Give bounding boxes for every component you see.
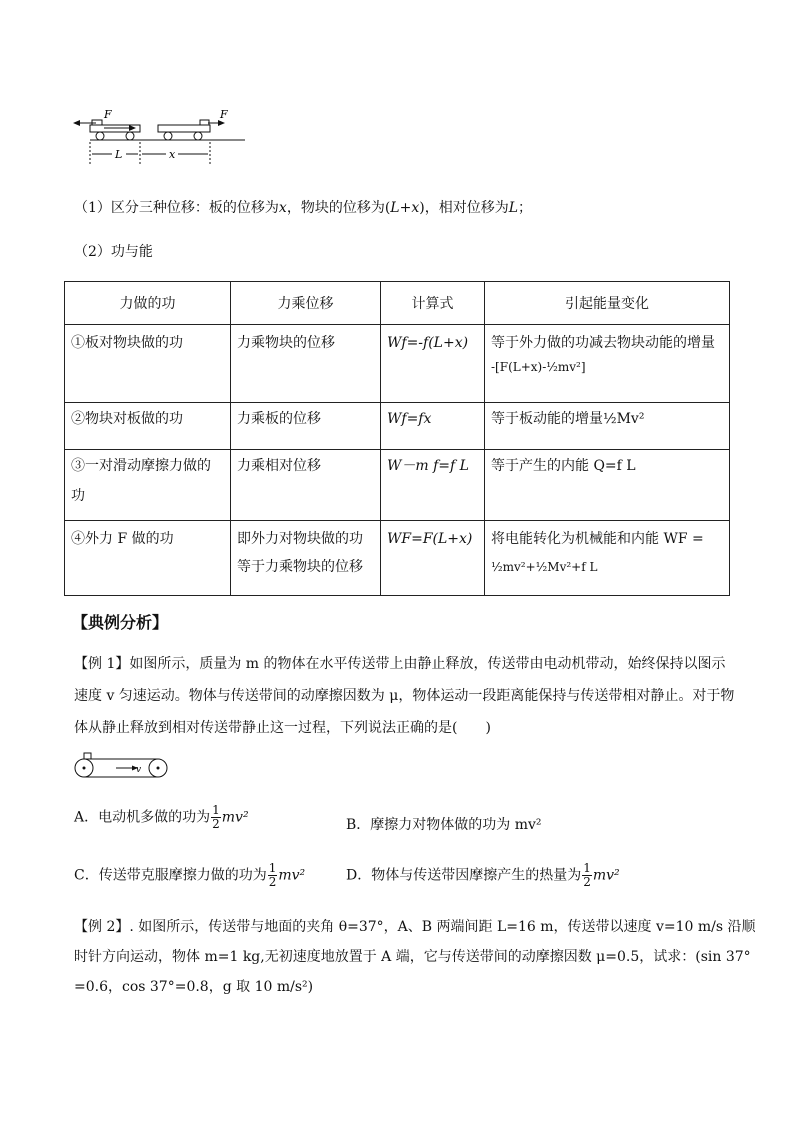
- label-L: L: [115, 148, 123, 161]
- point-1-L: L: [508, 200, 518, 216]
- point-1-mid2: )，相对位移为: [419, 200, 509, 216]
- frac-den: 2: [583, 875, 591, 889]
- option-c-text: C．传送带克服摩擦力做的功为: [74, 867, 267, 884]
- option-b[interactable]: B．摩擦力对物体做的功为 mv²: [346, 817, 542, 833]
- point-1-Lx: L+x: [390, 200, 420, 216]
- option-a-tail: mv²: [221, 809, 249, 826]
- table-cell: W－m f=f L: [387, 458, 469, 474]
- frac-den: 2: [268, 875, 277, 889]
- table-cell: 力乘板的位移: [237, 411, 321, 427]
- frac-num: 1: [212, 803, 220, 817]
- example-1-line: 【例 1】如图所示，质量为 m 的物体在水平传送带上由静止释放，传送带由电动机带动，始终保持以图示: [74, 656, 726, 672]
- table-header: 引起能量变化: [485, 282, 730, 325]
- table-row: [65, 325, 730, 403]
- table-cell: 功: [71, 488, 85, 504]
- conveyor-v-label: v: [136, 765, 142, 775]
- point-2: （2）功与能: [74, 244, 153, 260]
- option-d[interactable]: [346, 862, 620, 889]
- table-cell: 等于力乘物块的位移: [237, 559, 363, 575]
- conveyor-figure: [72, 750, 172, 780]
- table-cell: -[F(L+x)-½mv²]: [491, 360, 586, 374]
- point-1-mid: ，物块的位移为(: [286, 200, 391, 216]
- fraction-half: [268, 862, 278, 889]
- point-1: [74, 198, 532, 218]
- work-energy-table: [64, 281, 730, 596]
- example-2-text: [74, 912, 756, 1002]
- table-cell: 等于产生的内能 Q=f L: [491, 458, 636, 474]
- board-block-figure: [70, 106, 250, 166]
- example-2-line: 时针方向运动，物体 m=1 kg,无初速度地放置于 A 端，它与传送带间的动摩擦因数 μ=0.5，试求：(sin 37°: [74, 949, 751, 965]
- option-a-text: A．电动机多做的功为: [74, 809, 211, 826]
- table-cell: ①板对物块做的功: [71, 335, 183, 351]
- example-1-text: [74, 648, 734, 744]
- table-cell: ③一对滑动摩擦力做的: [71, 458, 211, 474]
- table-cell: Wf=fx: [387, 411, 432, 427]
- table-row: [65, 521, 730, 596]
- point-1-x: x: [278, 200, 287, 216]
- option-d-tail: mv²: [592, 867, 620, 884]
- option-a[interactable]: [74, 804, 249, 831]
- label-F-right: F: [220, 108, 228, 121]
- option-c[interactable]: [74, 862, 305, 889]
- table-cell: 力乘相对位移: [237, 458, 321, 474]
- table-cell: 力乘物块的位移: [237, 335, 335, 351]
- table-cell: 即外力对物块做的功: [237, 531, 363, 547]
- example-2-line: =0.6，cos 37°=0.8，g 取 10 m/s²): [74, 979, 314, 995]
- table-header: 力乘位移: [231, 282, 381, 325]
- table-cell: ½mv²+½Mv²+f L: [491, 560, 598, 574]
- table-cell: ④外力 F 做的功: [71, 531, 174, 547]
- table-cell: Wf=-f(L+x): [387, 335, 469, 351]
- label-x: x: [169, 148, 176, 161]
- point-1-end: ；: [518, 200, 532, 216]
- table-header: 力做的功: [65, 282, 231, 325]
- option-c-tail: mv²: [278, 867, 306, 884]
- frac-den: 2: [212, 817, 220, 831]
- option-d-text: D．物体与传送带因摩擦产生的热量为: [346, 867, 582, 884]
- frac-num: 1: [583, 861, 591, 875]
- fraction-half: [211, 804, 221, 831]
- fraction-half: [582, 862, 592, 889]
- example-1-line: 体从静止释放到相对传送带静止这一过程，下列说法正确的是( ): [74, 720, 491, 736]
- table-header-row: [65, 282, 730, 325]
- table-cell: 将电能转化为机械能和内能 WF =: [491, 531, 704, 547]
- frac-num: 1: [268, 861, 277, 875]
- table-cell: 等于外力做的功减去物块动能的增量: [491, 335, 715, 351]
- example-2-line: 【例 2】. 如图所示，传送带与地面的夹角 θ=37°，A、B 两端间距 L=16 m，传送带以速度 v=10 m/s 沿顺: [74, 919, 756, 935]
- table-cell: 等于板动能的增量½Mv²: [491, 411, 645, 427]
- table-cell: ②物块对板做的功: [71, 411, 183, 427]
- section-title: 【典例分析】: [72, 613, 169, 632]
- point-1-prefix: （1）区分三种位移：板的位移为: [74, 200, 279, 216]
- table-row: [65, 450, 730, 521]
- example-1-line: 速度 v 匀速运动。物体与传送带间的动摩擦因数为 μ，物体运动一段距离能保持与传送带相对静止。对于物: [74, 688, 735, 704]
- table-cell: WF=F(L+x): [387, 531, 473, 547]
- table-row: [65, 403, 730, 450]
- label-F-left: F: [104, 108, 112, 121]
- table-header: 计算式: [381, 282, 485, 325]
